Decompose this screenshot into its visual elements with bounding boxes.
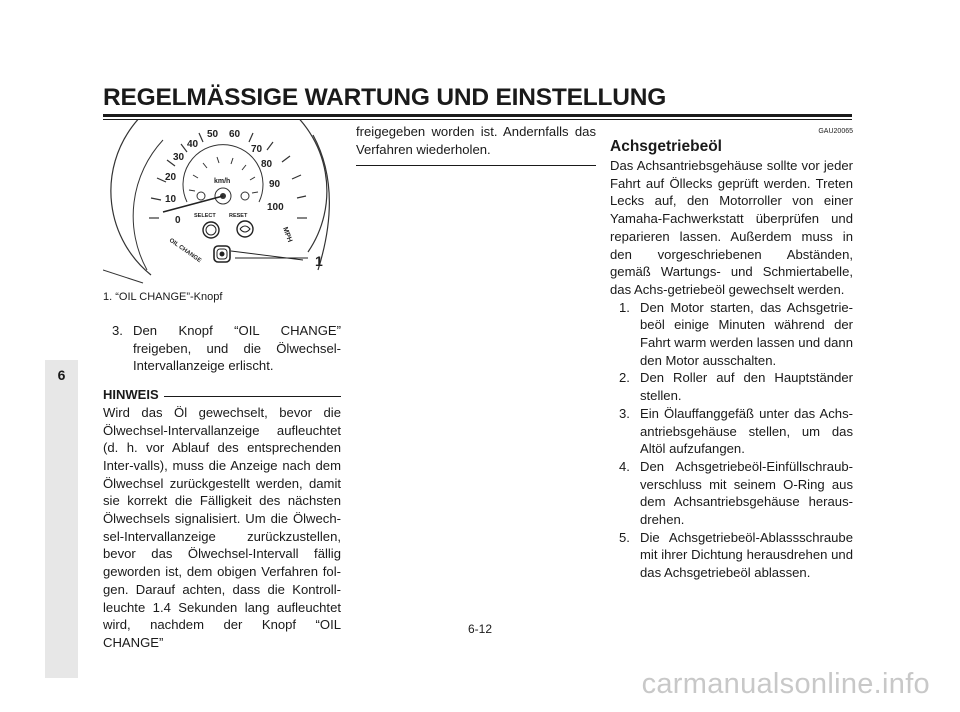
gauge-label-80: 80 [261,159,273,170]
watermark: carmanualsonline.info [641,668,930,700]
step-text: Den Achsgetriebeöl-Einfüllschraub-verschluss mit seinem O-Ring aus dem Achsantriebsgehäuse heraus-drehen. [640,458,853,528]
chapter-tab-number: 6 [57,367,66,383]
reset-label: RESET [229,213,248,219]
step-text: Die Achsgetriebeöl-Ablassschraube mit ihrer Dichtung herausdrehen und das Achsgetriebeöl ablassen. [640,529,853,581]
oil-change-label: OIL CHANGE [167,237,203,265]
speedometer-illustration [103,120,341,285]
gauge-label-0: 0 [175,215,181,226]
list-item [610,458,853,529]
list-item [610,369,853,404]
step-number: 5. [619,529,630,545]
column-left [103,290,341,652]
list-item [103,322,341,375]
gauge-label-20: 20 [165,172,177,183]
step-text: Den Knopf “OIL CHANGE” freigeben, und die Ölwechsel-Intervallanzeige erlischt. [133,323,341,374]
step-number: 2. [619,370,630,386]
gauge-label-70: 70 [251,144,263,155]
note-heading-rule [164,396,341,397]
step-list-oil-change [103,322,341,375]
step-text: Den Motor starten, das Achsgetrie-beöl einige Minuten während der Fahrt warm werden lassen und dann den Motor ausschalten. [640,299,853,368]
list-item [610,299,853,370]
note-end-rule [356,165,596,166]
title-rule [103,114,852,117]
gauge-label-50: 50 [207,129,219,140]
gauge-label-10: 10 [165,194,177,205]
step-number: 3. [112,323,123,338]
note-continuation: freigegeben worden ist. Andernfalls das Verfahren wiederholen. [356,124,596,157]
gauge-unit-label: km/h [214,178,231,185]
reference-code: GAU20065 [818,128,853,135]
gauge-label-30: 30 [173,152,185,163]
list-item [610,405,853,458]
figure-caption: 1. “OIL CHANGE”-Knopf [103,291,223,303]
gauge-label-60: 60 [229,129,241,140]
page-title: REGELMÄSSIGE WARTUNG UND EINSTELLUNG [103,84,667,111]
section-intro: Das Achsantriebsgehäuse sollte vor jeder Fahrt auf Öllecks geprüft werden. Treten Lecks auf, den Motorroller von einer Yamaha-Fachwerkstatt überprüfen und reparieren lassen. Außerdem muss in den vorgeschriebenen Abständen, gemäß Wartungs- und Schmiertabelle, das Achs-getriebeöl gewechselt werden. [610,158,853,297]
note-heading [103,386,341,404]
figure-callout-number: 1 [315,253,323,269]
note-text: Wird das Öl gewechselt, bevor die Ölwechsel-Intervallanzeige aufleuchtet (d. h. vor Ablauf des entsprechenden Inter-valls), muss die Anzeige nach dem Ölwechsel zurückgestellt werden, damit sie korrekt die Fälligkeit des nächsten Ölwechsels signalisiert. Um die Ölwech-sel-Intervallanzeige zurückzustellen, bevor das Ölwechsel-Intervall fällig geworden ist, dem obigen Verfahren fol-gen. Darauf achten, dass die Kontroll-leuchte 1.4 Sekunden lang aufleuchtet wird, nachdem der Knopf “OIL CHANGE” [103,404,341,650]
column-right [610,123,853,582]
step-number: 4. [619,458,630,474]
gauge-label-100: 100 [267,202,284,213]
select-label: SELECT [194,213,216,219]
step-text: Ein Ölauffanggefäß unter das Achs-antriebsgehäuse stellen, um das Altöl aufzufangen. [640,405,853,457]
note-heading-label: HINWEIS [103,387,159,403]
gauge-label-90: 90 [269,179,281,190]
gauge-mph-label: MPH [281,226,294,244]
section-heading: Achsgetriebeöl [610,138,722,155]
step-number: 3. [619,405,630,421]
list-item [610,529,853,582]
step-list-final-drive-oil [610,299,853,582]
column-middle [356,123,596,166]
step-number: 1. [619,299,630,315]
speedometer-drawing [103,120,341,285]
gauge-label-40: 40 [187,139,199,150]
page-number: 6-12 [467,622,493,636]
step-text: Den Roller auf den Hauptständer stellen. [640,370,853,404]
